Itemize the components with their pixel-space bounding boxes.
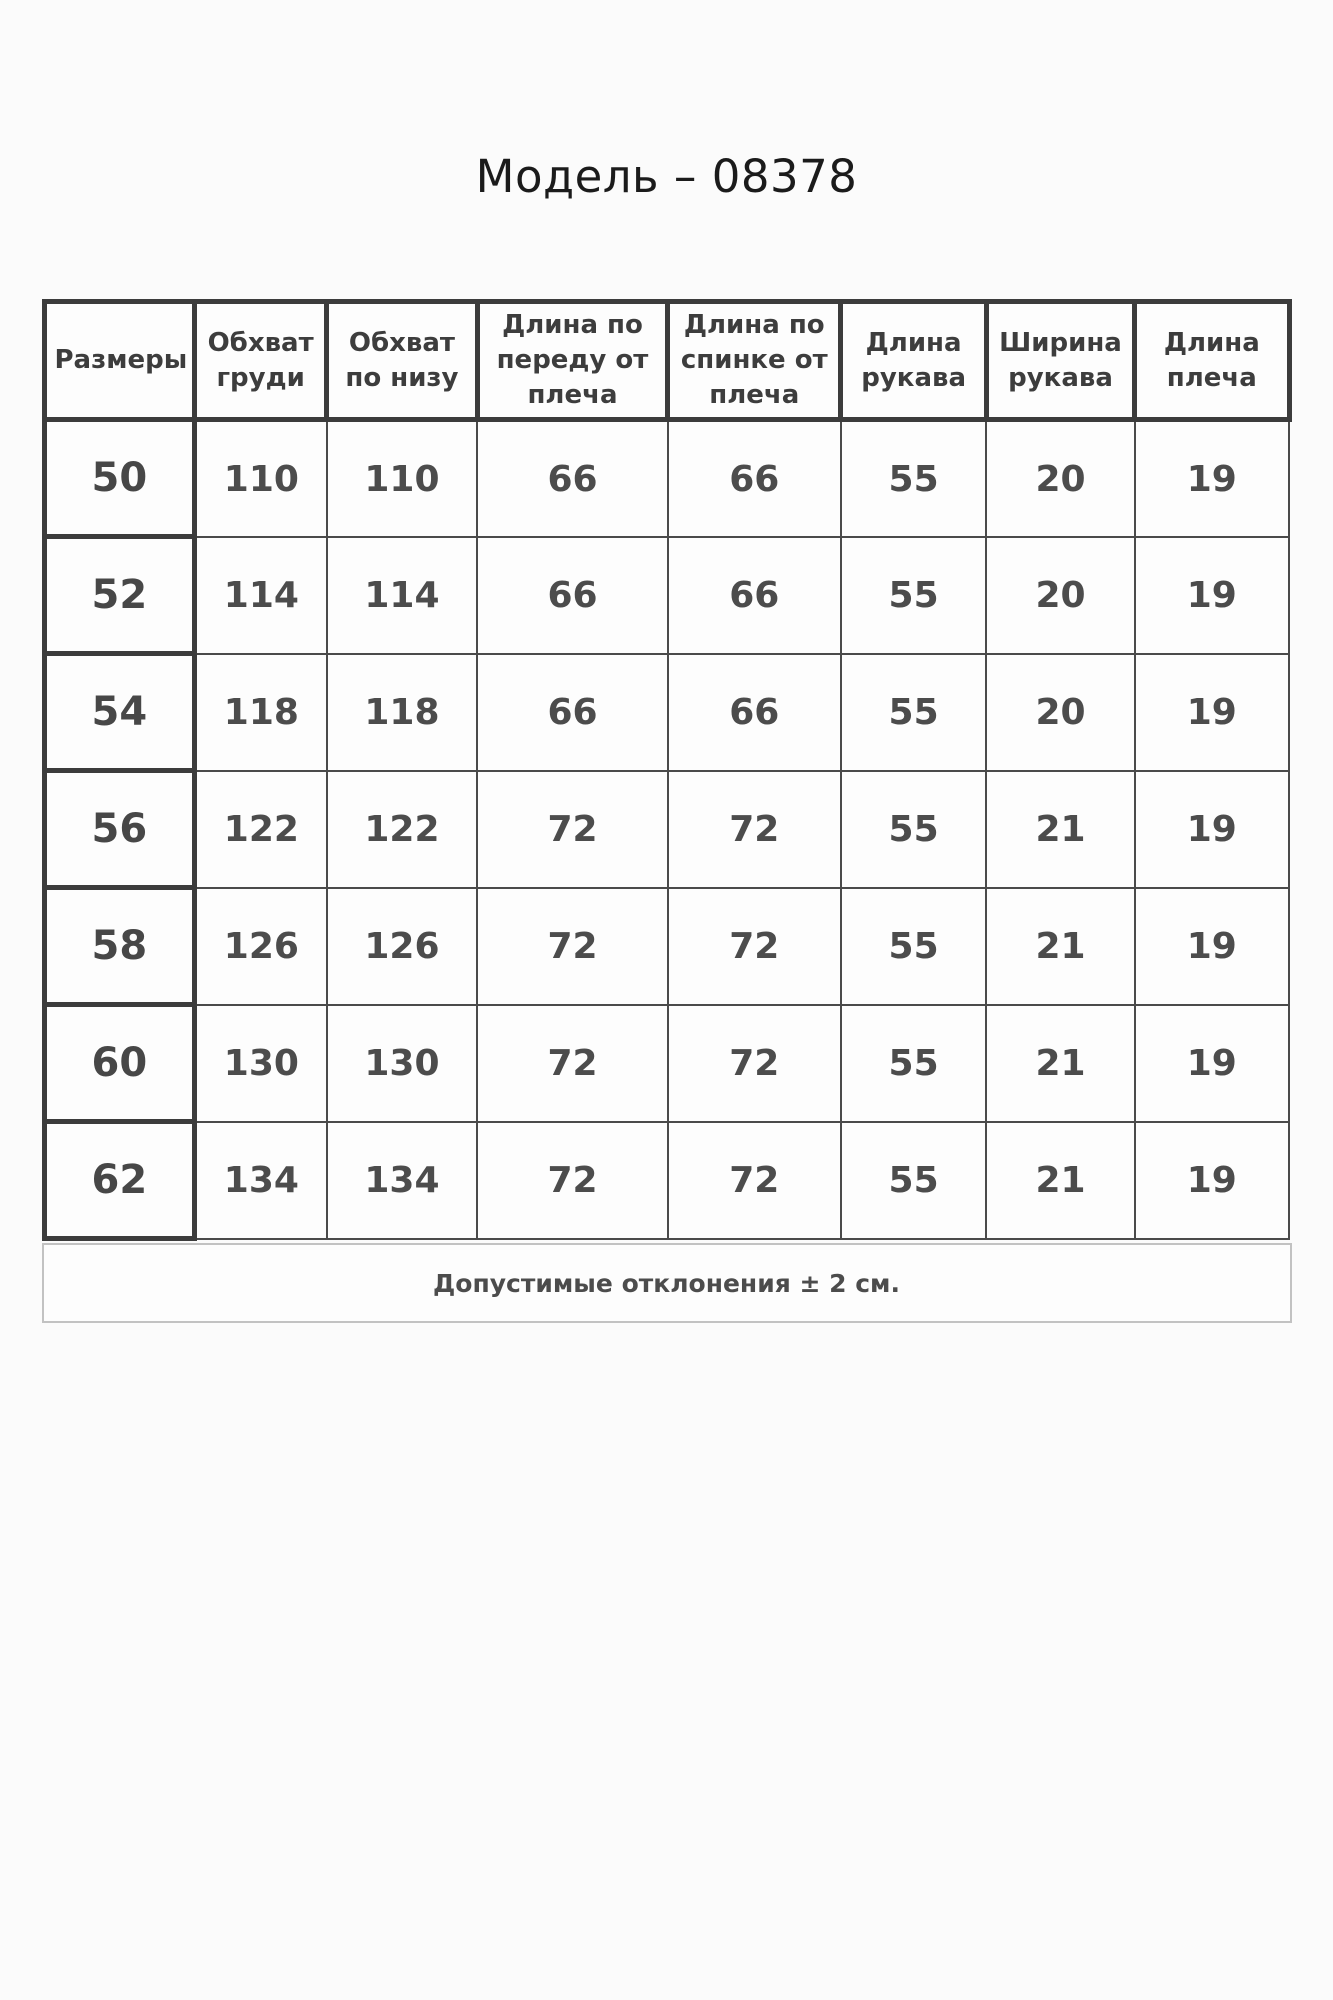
size-chart: [42, 299, 1292, 1323]
value-cell: 72: [477, 1122, 667, 1239]
value-cell: 21: [986, 771, 1134, 888]
value-cell: 55: [841, 1005, 987, 1122]
value-cell: 19: [1135, 537, 1289, 654]
size-cell: 52: [44, 537, 195, 654]
value-cell: 66: [477, 537, 667, 654]
table-row: [44, 1122, 1289, 1239]
value-cell: 114: [195, 537, 327, 654]
value-cell: 21: [986, 888, 1134, 1005]
value-cell: 130: [327, 1005, 478, 1122]
value-cell: 19: [1135, 888, 1289, 1005]
value-cell: 122: [195, 771, 327, 888]
value-cell: 19: [1135, 420, 1289, 537]
value-cell: 134: [327, 1122, 478, 1239]
value-cell: 110: [195, 420, 327, 537]
value-cell: 72: [668, 1122, 841, 1239]
value-cell: 19: [1135, 1005, 1289, 1122]
value-cell: 126: [327, 888, 478, 1005]
tolerance-note: Допустимые отклонения ± 2 см.: [42, 1243, 1292, 1323]
table-row: [44, 771, 1289, 888]
header-cell-shoulder-length: Длина плеча: [1135, 302, 1289, 420]
value-cell: 55: [841, 537, 987, 654]
value-cell: 55: [841, 888, 987, 1005]
table-row: [44, 1005, 1289, 1122]
value-cell: 134: [195, 1122, 327, 1239]
header-cell-chest: Обхват груди: [195, 302, 327, 420]
value-cell: 55: [841, 654, 987, 771]
value-cell: 122: [327, 771, 478, 888]
table-row: [44, 420, 1289, 537]
value-cell: 72: [477, 888, 667, 1005]
table-body: [44, 420, 1289, 1239]
size-cell: 50: [44, 420, 195, 537]
value-cell: 114: [327, 537, 478, 654]
value-cell: 66: [477, 420, 667, 537]
size-table: [42, 299, 1292, 1241]
value-cell: 72: [668, 1005, 841, 1122]
value-cell: 19: [1135, 654, 1289, 771]
value-cell: 66: [668, 420, 841, 537]
page-title: Модель – 08378: [475, 150, 858, 203]
size-cell: 54: [44, 654, 195, 771]
value-cell: 130: [195, 1005, 327, 1122]
size-cell: 58: [44, 888, 195, 1005]
value-cell: 55: [841, 771, 987, 888]
value-cell: 20: [986, 537, 1134, 654]
table-row: [44, 654, 1289, 771]
value-cell: 72: [668, 888, 841, 1005]
value-cell: 66: [668, 654, 841, 771]
header-row: [44, 302, 1289, 420]
value-cell: 19: [1135, 1122, 1289, 1239]
table-row: [44, 537, 1289, 654]
value-cell: 55: [841, 1122, 987, 1239]
value-cell: 19: [1135, 771, 1289, 888]
value-cell: 126: [195, 888, 327, 1005]
value-cell: 66: [477, 654, 667, 771]
value-cell: 55: [841, 420, 987, 537]
header-cell-sizes: Размеры: [44, 302, 195, 420]
size-cell: 60: [44, 1005, 195, 1122]
header-cell-back-length: Длина по спинке от плеча: [668, 302, 841, 420]
value-cell: 72: [477, 1005, 667, 1122]
value-cell: 21: [986, 1122, 1134, 1239]
table-header: [44, 302, 1289, 420]
value-cell: 20: [986, 654, 1134, 771]
header-cell-bottom: Обхват по низу: [327, 302, 478, 420]
value-cell: 118: [327, 654, 478, 771]
value-cell: 21: [986, 1005, 1134, 1122]
header-cell-front-length: Длина по переду от плеча: [477, 302, 667, 420]
size-cell: 56: [44, 771, 195, 888]
table-row: [44, 888, 1289, 1005]
value-cell: 118: [195, 654, 327, 771]
header-cell-sleeve-width: Ширина рукава: [986, 302, 1134, 420]
value-cell: 72: [477, 771, 667, 888]
value-cell: 66: [668, 537, 841, 654]
value-cell: 110: [327, 420, 478, 537]
value-cell: 72: [668, 771, 841, 888]
value-cell: 20: [986, 420, 1134, 537]
header-cell-sleeve-length: Длина рукава: [841, 302, 987, 420]
size-cell: 62: [44, 1122, 195, 1239]
